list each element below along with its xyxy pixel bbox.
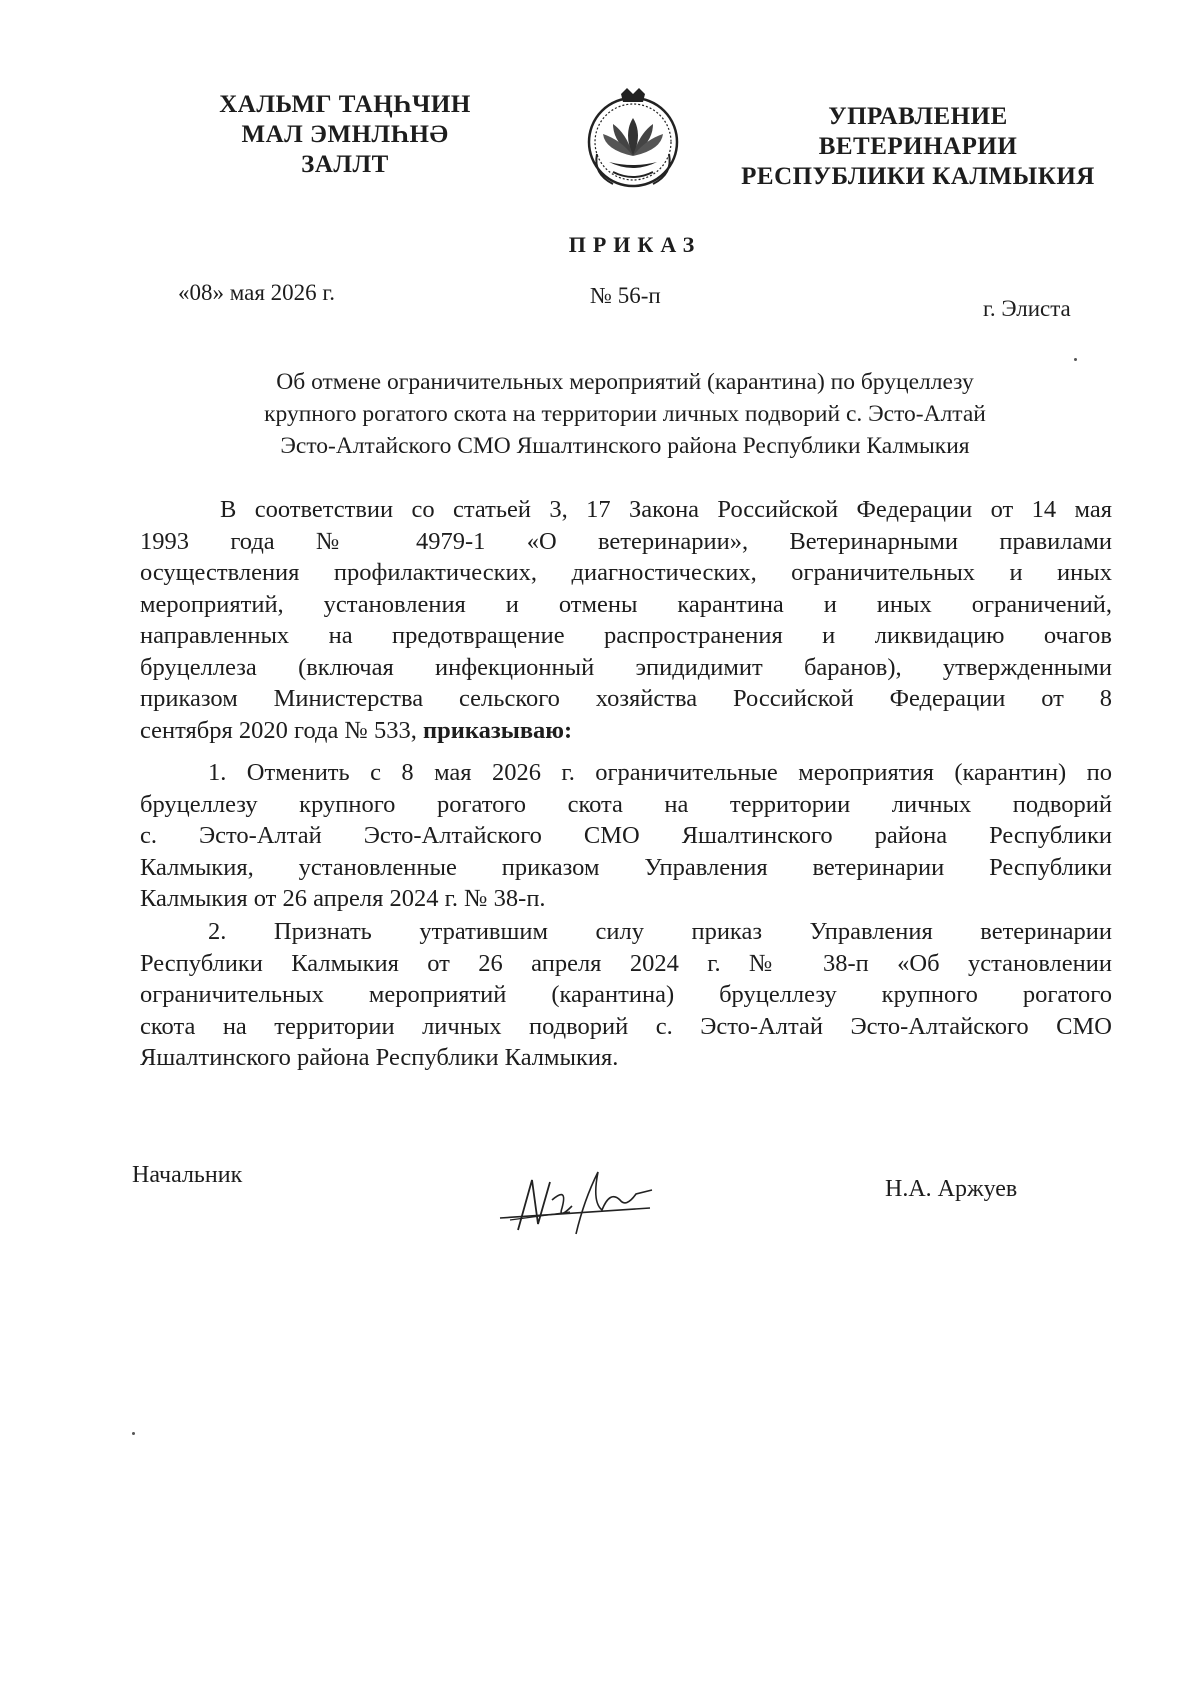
- order-city: г. Элиста: [983, 296, 1071, 321]
- subject-line: крупного рогатого скота на территории личных подворий с. Эсто-Алтай: [264, 401, 986, 427]
- subject-line: Эсто-Алтайского СМО Яшалтинского района Республики Калмыкия: [280, 433, 970, 459]
- item-line: Яшалтинского района Республики Калмыкия.: [140, 1044, 619, 1071]
- scan-speck: [1074, 358, 1077, 361]
- order-number: № 56-п: [590, 283, 661, 308]
- preamble-last-line: [140, 715, 1112, 747]
- header-left-kalmyk-title: [200, 90, 490, 180]
- order-subject: [225, 366, 1025, 462]
- preamble-paragraph: [140, 494, 1112, 746]
- preamble-line: 1993 года № 4979-1 «О ветеринарии», Ветеринарными правилами: [140, 527, 1112, 555]
- header-right-russian-title: [738, 102, 1098, 192]
- coat-of-arms-icon: [583, 84, 683, 194]
- preamble-line: направленных на предотвращение распространения и ликвидацию очагов: [140, 622, 1112, 649]
- preamble-line: мероприятий, установления и отмены карантина и иных ограничений,: [140, 590, 1112, 618]
- preamble-line: осуществления профилактических, диагностических, ограничительных и иных: [140, 559, 1112, 586]
- signatory-position: Начальник: [132, 1162, 243, 1188]
- item-line: бруцеллезу крупного рогатого скота на территории личных подворий: [140, 790, 1112, 818]
- preamble-line: приказом Министерства сельского хозяйства Российской Федерации от 8: [140, 685, 1112, 712]
- subject-line: Об отмене ограничительных мероприятий (карантина) по бруцеллезу: [276, 369, 974, 395]
- item-line: ограничительных мероприятий (карантина) бруцеллезу крупного рогатого: [140, 981, 1112, 1008]
- order-item-2: [140, 916, 1112, 1074]
- item-line: с. Эсто-Алтай Эсто-Алтайского СМО Яшалтинского района Республики: [140, 822, 1112, 849]
- item-line: скота на территории личных подворий с. Эсто-Алтай Эсто-Алтайского СМО: [140, 1012, 1112, 1040]
- order-item-1: [140, 757, 1112, 915]
- order-title: ПРИКАЗ: [568, 232, 702, 257]
- header-right-line: РЕСПУБЛИКИ КАЛМЫКИЯ: [741, 163, 1095, 190]
- item-line: 2. Признать утратившим силу приказ Управления ветеринарии: [208, 918, 1112, 945]
- handwritten-signature: [480, 1160, 680, 1240]
- command-word: приказываю:: [423, 716, 573, 744]
- preamble-last-line-text: сентября 2020 года № 533,: [140, 716, 423, 744]
- header-right-line: ВЕТЕРИНАРИИ: [818, 133, 1018, 160]
- item-line: Калмыкия, установленные приказом Управления ветеринарии Республики: [140, 853, 1112, 881]
- preamble-line: бруцеллеза (включая инфекционный эпидидимит баранов), утвержденными: [140, 653, 1112, 681]
- header-left-line: МАЛ ЭМНЛҺНӘ: [241, 121, 449, 148]
- header-left-line: ЗАЛЛТ: [301, 151, 389, 178]
- signatory-name: Н.А. Аржуев: [885, 1176, 1018, 1202]
- header-left-line: ХАЛЬМГ ТАҢҺЧИН: [219, 91, 471, 118]
- item-line: Республики Калмыкия от 26 апреля 2024 г. № 38-п «Об установлении: [140, 949, 1112, 977]
- order-date: «08» мая 2026 г.: [178, 280, 336, 305]
- preamble-line: В соответствии со статьей 3, 17 Закона Российской Федерации от 14 мая: [220, 496, 1112, 523]
- scan-speck: [132, 1432, 135, 1435]
- header-right-line: УПРАВЛЕНИЕ: [828, 103, 1008, 130]
- item-line: Калмыкия от 26 апреля 2024 г. № 38-п.: [140, 885, 546, 912]
- item-line: 1. Отменить с 8 мая 2026 г. ограничительные мероприятия (карантин) по: [208, 759, 1112, 786]
